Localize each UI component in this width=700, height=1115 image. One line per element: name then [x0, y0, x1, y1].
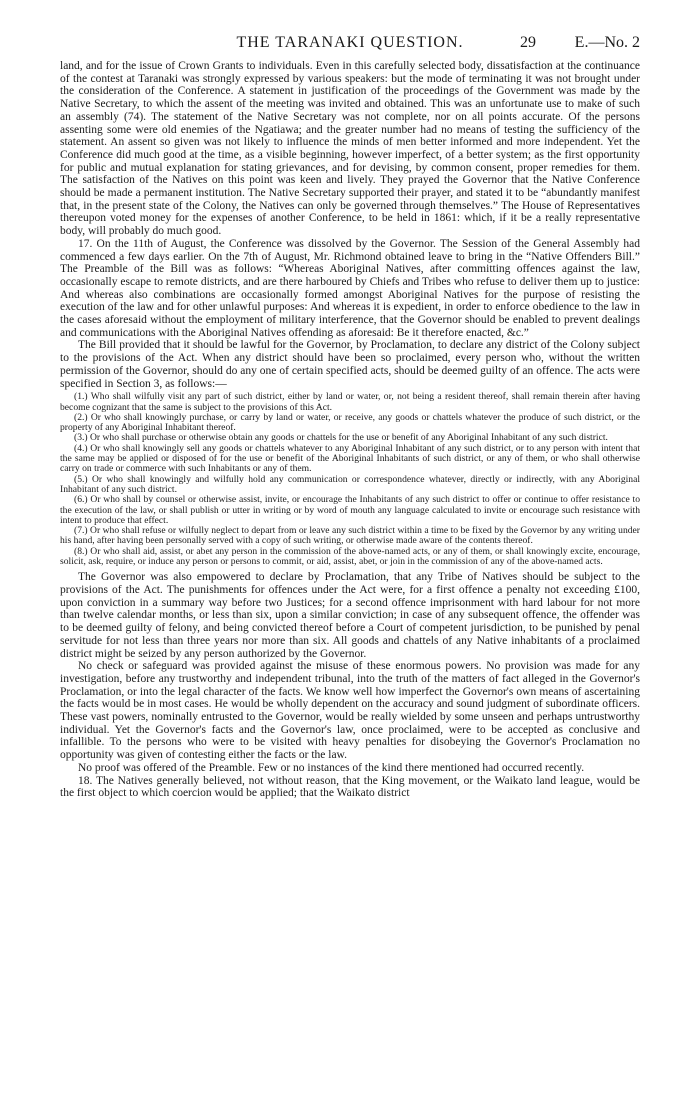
page-header: [60, 28, 640, 60]
clause-item: (4.) Or who shall knowingly sell any goods or chattels whatever to any Aboriginal Inhabitant of any such district, or to any person with intent that the same may be applied or disposed of for the use or benefit of the Aboriginal Inhabitants of such district, or any of them, or who shall otherwise carry on trade or commerce with such Inhabitants or any of them.: [60, 442, 640, 475]
paragraph: No proof was offered of the Preamble. Few or no instances of the kind there mentioned had occurred recently.: [78, 761, 585, 774]
body-text: [60, 60, 640, 800]
page-title: THE TARANAKI QUESTION.: [236, 34, 464, 51]
clause-item: (8.) Or who shall aid, assist, or abet any person in the commission of the above-named acts, or any of them, or shall knowingly excite, encourage, solicit, ask, require, or induce any person or persons to commit, or aid, assist, abet, or join in the commission of any of the above-named acts.: [60, 545, 640, 568]
paragraph: No check or safeguard was provided against the misuse of these enormous powers. No provision was made for any investigation, before any trustworthy and independent tribunal, into the truth of the matters of fact alleged in the Governor's Proclamation, or into the legal character of the facts. We know well how imperfect the Governor's own means of ascertaining the facts would be in most cases. He would be wholly dependent on the accuracy and sound judgment of subordinate officers. These vast powers, nominally entrusted to the Governor, would be really wielded by some unseen and perhaps untrustworthy individual. Yet the Governor's facts and the Governor's law, once proclaimed, were to be accepted as conclusive and infallible. To the persons who were to be visited with heavy penalties for disobeying the Governor's Proclamation no opportunity was given of contesting either the facts or the law.: [60, 660, 640, 762]
clause-item: (2.) Or who shall knowingly purchase, or carry by land or water, or receive, any goods or chattels whatever the produce of such district, or the property of any Aboriginal Inhabitant thereof.: [60, 411, 640, 434]
clause-item: (1.) Who shall wilfully visit any part of such district, either by land or water, or, not being a resident thereof, shall remain therein after having become cognizant that the same is subject to the provisions of this Act.: [60, 391, 640, 413]
clause-item: (3.) Or who shall purchase or otherwise obtain any goods or chattels for the use or benefit of any Aboriginal Inhabitant of any such district.: [74, 432, 608, 444]
paragraph: 17. On the 11th of August, the Conference was dissolved by the Governor. The Session of the General Assembly had commenced a few days earlier. On the 7th of August, Mr. Richmond obtained leave to bring in the “Native Offenders Bill.” The Preamble of the Bill was as follows: “Whereas Aboriginal Natives, after committing offences against the law, occasionally escape to remote districts, and are there harboured by Chiefs and Tribes who refuse to deliver them up to justice: And whereas also combinations are occasionally formed amongst Aboriginal Natives for the purpose of resisting the execution of the law and for other unlawful purposes: And whereas it is expedient, in order to enforce obedience to the law in the cases aforesaid without the employment of military interference, that the Governor should be enabled to prevent dealings and communications with the Aboriginal Natives offending as aforesaid: Be it therefore enacted, &c.”: [60, 237, 640, 339]
document-page: [60, 28, 640, 800]
paragraph: 18. The Natives generally believed, not without reason, that the King movement, or the Waikato land league, would be the first object to which coercion would be applied; that the Waikato district: [60, 774, 640, 800]
clause-item: (7.) Or who shall refuse or wilfully neglect to depart from or leave any such district within a time to be fixed by the Governor by any writing under his hand, after having been personally served with a copy of such writing, or otherwise made aware of the contents thereof.: [60, 525, 640, 547]
section-3-clauses: [60, 392, 640, 567]
clause-item: (6.) Or who shall by counsel or otherwise assist, invite, or encourage the Inhabitants of any such district to offer or continue to offer resistance to the execution of the law, or shall publish or utter in writing or by word of mouth any language calculated to invite or encourage such resistance with intent to produce that effect.: [60, 494, 640, 526]
document-reference: E.—No. 2: [574, 34, 640, 51]
clause-item: (5.) Or who shall knowingly and wilfully hold any communication or correspondence whatever, directly or indirectly, with any Aboriginal Inhabitant of any such district.: [60, 473, 640, 495]
paragraph: land, and for the issue of Crown Grants to individuals. Even in this carefully selected body, dissatisfaction at the continuance of the contest at Taranaki was strongly expressed by various speakers: but the mode of terminating it was not brought under the consideration of the Conference. A statement in justification of the proceedings of the Government was made by the Native Secretary, to which the assent of the meeting was invited and obtained. This was an unfortunate use to make of such an assembly (74). The statement of the Native Secretary was not complete, nor on all points accurate. Of the persons assenting some were old enemies of the Ngatiawa; and the greater number had no means of testing the sufficiency of the statement. An assent so given was not likely to influence the minds of men better informed and more independent. Yet the Conference did much good at the time, as a visible beginning, however imperfect, of a better system; as the first opportunity for public and mutual explanation for stating grievances, and for devising, by common consent, proper remedies for them. The satisfaction of the Natives on this point was keen and lively. They prayed the Governor that the Native Conference should be made a permanent institution. The Native Secretary supported their prayer, and stated it to be “abundantly manifest that, in the present state of the Colony, the Natives can only be governed through themselves.” The House of Representatives thereupon voted money for the expenses of another Conference, to be held in 1861: which, if it be a really representative body, will probably do much good.: [60, 60, 640, 238]
paragraph: The Bill provided that it should be lawful for the Governor, by Proclamation, to declare any district of the Colony subject to the provisions of the Act. When any district should have been so proclaimed, every person who, without the written permission of the Governor, should do any one of certain specified acts, should be deemed guilty of an offence. The acts were specified in Section 3, as follows:—: [60, 339, 640, 390]
page-number: 29: [520, 34, 536, 51]
paragraph: The Governor was also empowered to declare by Proclamation, that any Tribe of Natives should be subject to the provisions of the Act. The punishments for offences under the Act were, for a first offence a penalty not exceeding £100, upon conviction in a summary way before two Justices; for a second offence imprisonment with hard labour for not more than twelve calendar months, or less than six, upon a similar conviction; in case of any subsequent offence, the offender was to be deemed guilty of felony, and being convicted thereof before a Court of competent jurisdiction, to be punished by penal servitude for not less than three years nor more than six. All goods and chattels of any Native inhabitants of a proclaimed district might be seized by any person authorized by the Governor.: [60, 571, 640, 660]
